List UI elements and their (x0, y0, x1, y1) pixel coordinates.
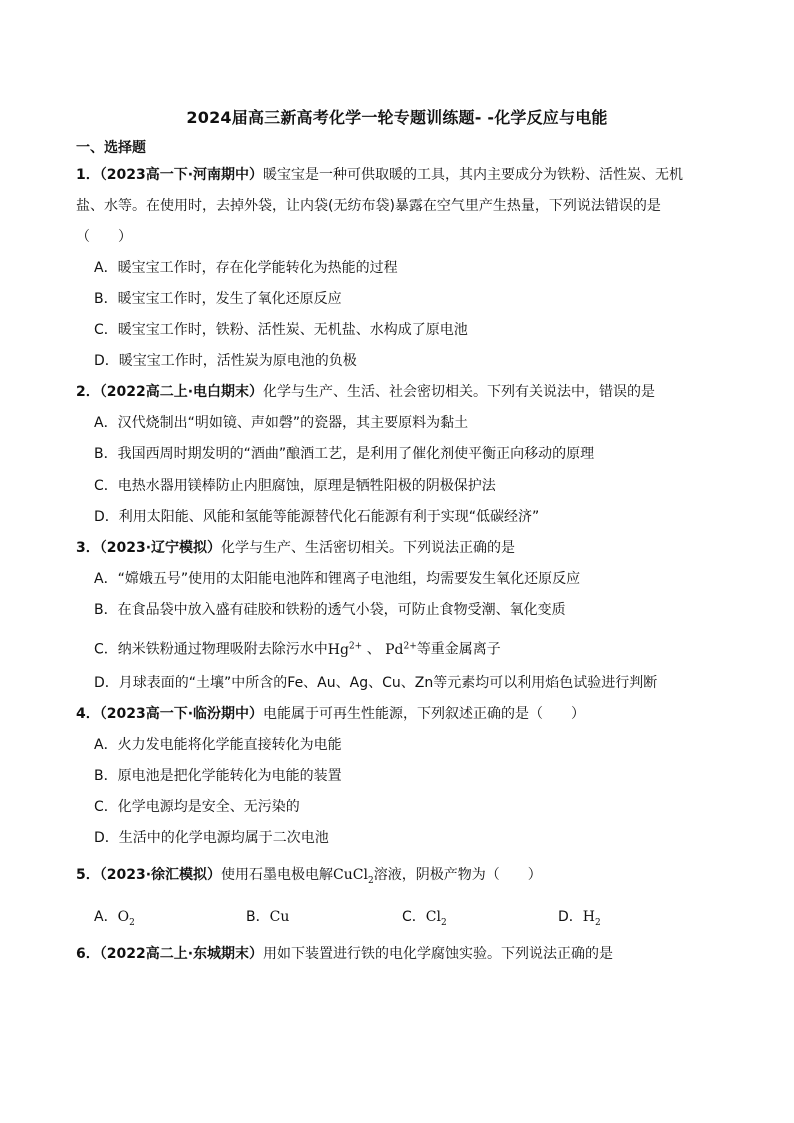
question-stem: 暖宝宝是一种可供取暖的工具，其内主要成分为铁粉、活性炭、无机 (263, 167, 684, 183)
question-5-option-a (94, 907, 135, 933)
question-source: （2023高一下·河南期中） (99, 167, 264, 183)
copper-chloride-formula (333, 867, 374, 886)
question-number: 2． (76, 384, 100, 400)
separator: 、 (366, 641, 381, 658)
question-stem: 用如下装置进行铁的电化学腐蚀实验。下列说法正确的是 (263, 946, 614, 962)
question-5-option-c (402, 907, 447, 933)
palladium-ion (385, 642, 417, 658)
question-number: 5． (76, 867, 100, 883)
mercury-ion (328, 642, 362, 658)
question-3-option-d: D．月球表面的“土壤”中所含的Fe、Au、Ag、Cu、Zn等元素均可以利用焰色试验进行判断 (94, 675, 658, 691)
question-1-line-1 (76, 165, 683, 185)
formula-symbol: Cl (425, 909, 441, 925)
formula-subscript: 2 (129, 917, 135, 928)
question-5-stem-line (76, 865, 542, 891)
question-1-line-2: 盐、水等。在使用时，去掉外袋，让内袋(无纺布袋)暴露在空气里产生热量，下列说法错误的是 (76, 198, 661, 214)
question-stem: 电能属于可再生性能源，下列叙述正确的是（ ） (263, 706, 586, 722)
question-4-option-a: A．火力发电能将化学能直接转化为电能 (94, 737, 342, 753)
question-3-stem-line (76, 538, 515, 558)
question-2-option-a: A．汉代烧制出“明如镜、声如磬”的瓷器，其主要原料为黏土 (94, 415, 469, 431)
formula-symbol: H (582, 909, 595, 925)
question-number: 6． (76, 946, 100, 962)
ion-symbol: Hg (327, 641, 349, 658)
question-1-option-c: C．暖宝宝工作时，铁粉、活性炭、无机盐、水构成了原电池 (94, 322, 468, 338)
question-4-option-c: C．化学电源均是安全、无污染的 (94, 799, 300, 815)
question-3-option-c (94, 636, 501, 660)
question-4-option-d: D．生活中的化学电源均属于二次电池 (94, 830, 329, 846)
formula-symbol: CuCl (333, 867, 368, 883)
question-4-option-b: B．原电池是把化学能转化为电能的装置 (94, 768, 342, 784)
option-text: 等重金属离子 (416, 641, 501, 658)
question-1-option-a: A．暖宝宝工作时，存在化学能转化为热能的过程 (94, 260, 398, 276)
question-4-stem-line (76, 704, 585, 724)
formula-symbol: O (117, 909, 130, 925)
question-source: （2023·辽宁模拟） (99, 540, 222, 556)
question-3-option-a: A．“嫦娥五号”使用的太阳能电池阵和锂离子电池组，均需要发生氧化还原反应 (94, 571, 581, 587)
question-6-stem-line (76, 944, 613, 964)
formula-symbol: Cu (269, 909, 290, 925)
question-source: （2022高二上·东城期末） (99, 946, 264, 962)
question-1-answer-blank: （ ） (76, 229, 132, 245)
question-2-stem-line (76, 382, 655, 402)
question-source: （2022高二上·电白期末） (99, 384, 264, 400)
question-source: （2023高一下·临汾期中） (99, 706, 264, 722)
page-title: 2024届高三新高考化学一轮专题训练题- -化学反应与电能 (186, 108, 608, 127)
question-3-option-b: B．在食品袋中放入盛有硅胶和铁粉的透气小袋，可防止食物受潮、氧化变质 (94, 602, 566, 618)
option-label: B． (246, 909, 270, 925)
question-source: （2023·徐汇模拟） (99, 867, 222, 883)
option-label: A． (94, 909, 118, 925)
ion-charge: 2+ (348, 641, 363, 651)
section-heading: 一、选择题 (76, 140, 146, 156)
question-2-option-c: C．电热水器用镁棒防止内胆腐蚀，原理是牺牲阳极的阴极保护法 (94, 478, 496, 494)
question-number: 3． (76, 540, 100, 556)
question-stem: 化学与生产、生活密切相关。下列说法正确的是 (221, 540, 516, 556)
ion-symbol: Pd (385, 641, 404, 658)
formula-subscript: 2 (595, 917, 601, 928)
question-2-option-b: B．我国西周时期发明的“酒曲”酿酒工艺，是利用了催化剂使平衡正向移动的原理 (94, 446, 595, 462)
formula-subscript: 2 (440, 917, 447, 928)
formula-subscript: 2 (367, 875, 374, 886)
question-5-option-b (246, 907, 289, 927)
option-label: C． (402, 909, 426, 925)
question-5-option-d (558, 907, 601, 933)
option-label: D． (558, 909, 583, 925)
question-1-option-b: B．暖宝宝工作时，发生了氧化还原反应 (94, 291, 342, 307)
question-1-option-d: D．暖宝宝工作时，活性炭为原电池的负极 (94, 353, 357, 369)
question-stem: 化学与生产、生活、社会密切相关。下列有关说法中，错误的是 (263, 384, 656, 400)
question-stem: 溶液，阴极产物为（ ） (373, 867, 542, 883)
question-2-option-d: D．利用太阳能、风能和氢能等能源替代化石能源有利于实现“低碳经济” (94, 509, 540, 525)
question-number: 4． (76, 706, 100, 722)
question-stem: 使用石墨电极电解 (221, 867, 334, 883)
question-number: 1． (76, 167, 100, 183)
ion-charge: 2+ (403, 641, 417, 651)
option-text: C．纳米铁粉通过物理吸附去除污水中 (94, 641, 328, 658)
